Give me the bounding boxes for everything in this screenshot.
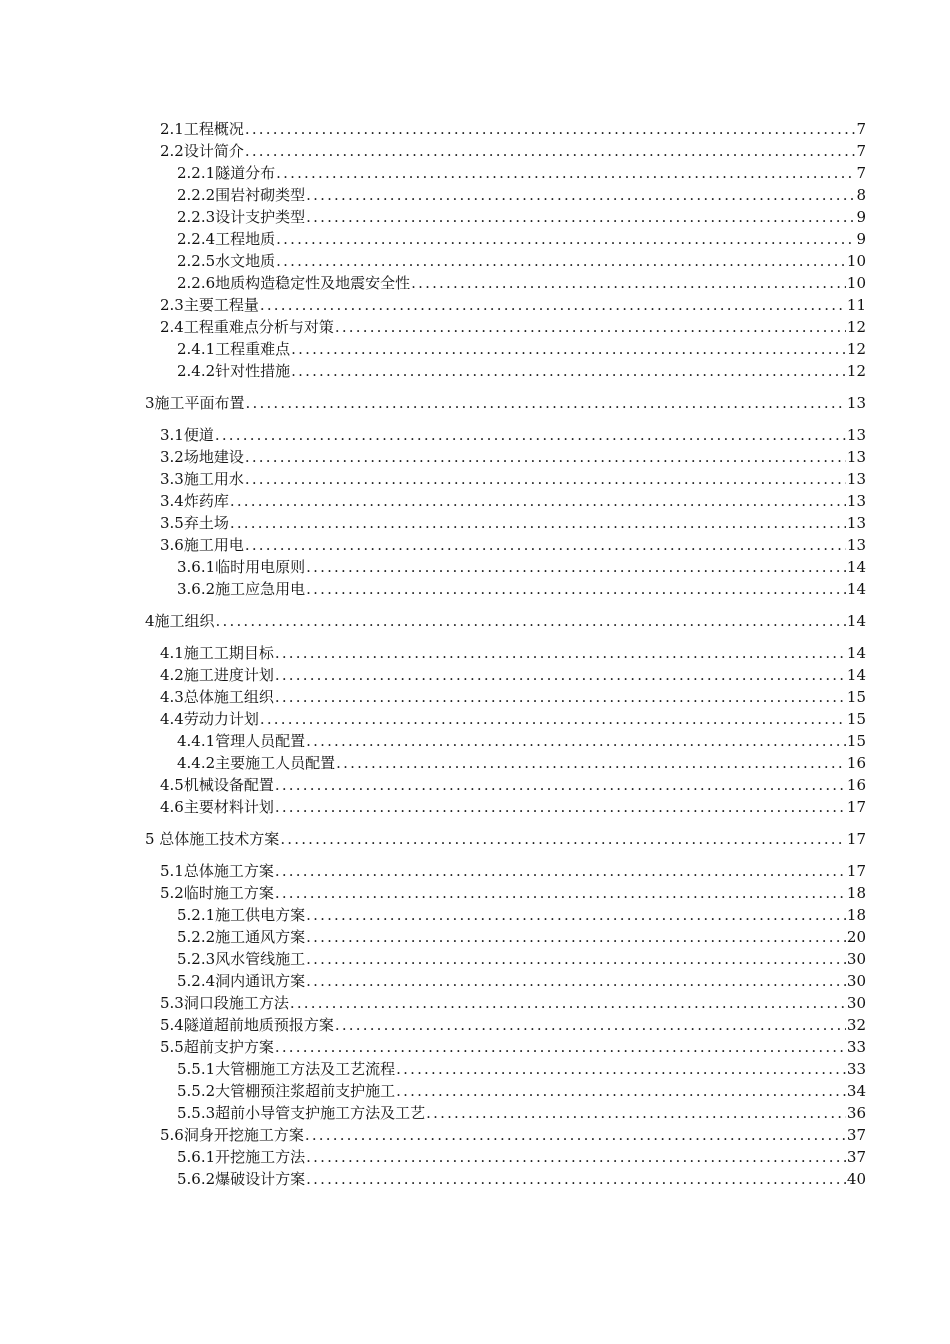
toc-entry[interactable] — [177, 904, 866, 926]
toc-leader-dots — [306, 578, 846, 600]
toc-entry[interactable] — [160, 992, 866, 1014]
toc-entry[interactable] — [177, 228, 866, 250]
toc-leader-dots — [306, 556, 846, 578]
toc-leader-dots — [306, 184, 855, 206]
toc-entry-title: 2.2.1隧道分布 — [177, 164, 276, 182]
toc-entry-title: 5.6.1开挖施工方法 — [177, 1148, 306, 1166]
toc-entry[interactable] — [177, 360, 866, 382]
toc-entry[interactable] — [177, 338, 866, 360]
toc-entry-title: 4.5机械设备配置 — [160, 776, 274, 794]
toc-entry[interactable] — [160, 118, 866, 140]
toc-entry-page: 9 — [856, 230, 866, 248]
toc-leader-dots — [215, 424, 846, 446]
toc-entry-title: 2.4.2针对性措施 — [177, 362, 291, 380]
toc-entry[interactable] — [160, 796, 866, 818]
toc-entry[interactable] — [160, 424, 866, 446]
toc-entry-page: 10 — [846, 252, 866, 270]
toc-entry-title: 2.2.3设计支护类型 — [177, 208, 306, 226]
toc-leader-dots — [275, 774, 846, 796]
toc-entry-page: 8 — [856, 186, 866, 204]
toc-entry[interactable] — [177, 1080, 866, 1102]
toc-entry-page: 14 — [846, 612, 866, 630]
toc-entry-title: 5.2.2施工通风方案 — [177, 928, 306, 946]
toc-leader-dots — [230, 512, 846, 534]
toc-entry-page: 37 — [846, 1148, 866, 1166]
toc-entry-title: 5.6.2爆破设计方案 — [177, 1170, 306, 1188]
toc-leader-dots — [275, 642, 846, 664]
toc-entry-title: 5.2.3风水管线施工 — [177, 950, 306, 968]
toc-entry-page: 33 — [846, 1038, 866, 1056]
toc-entry-title: 3.1便道 — [160, 426, 214, 444]
toc-entry-page: 15 — [846, 732, 866, 750]
toc-leader-dots — [246, 392, 846, 414]
toc-entry-page: 34 — [846, 1082, 866, 1100]
toc-entry-page: 13 — [846, 394, 866, 412]
toc-entry[interactable] — [177, 730, 866, 752]
toc-entry-title: 5.2.4洞内通讯方案 — [177, 972, 306, 990]
toc-entry-title: 5 总体施工技术方案 — [145, 830, 280, 848]
toc-entry-title: 2.4工程重难点分析与对策 — [160, 318, 334, 336]
toc-entry-title: 5.4隧道超前地质预报方案 — [160, 1016, 334, 1034]
toc-entry-page: 14 — [846, 558, 866, 576]
toc-entry-page: 13 — [846, 536, 866, 554]
toc-entry-title: 3.3施工用水 — [160, 470, 244, 488]
toc-leader-dots — [306, 730, 846, 752]
toc-leader-dots — [411, 272, 846, 294]
toc-entry-page: 9 — [856, 208, 866, 226]
toc-leader-dots — [276, 228, 855, 250]
toc-leader-dots — [291, 338, 846, 360]
toc-entry-title: 4.4.2主要施工人员配置 — [177, 754, 336, 772]
toc-entry[interactable] — [177, 206, 866, 228]
toc-entry-page: 30 — [846, 972, 866, 990]
toc-entry[interactable] — [160, 1014, 866, 1036]
toc-entry[interactable] — [160, 882, 866, 904]
toc-entry-page: 18 — [846, 884, 866, 902]
toc-entry[interactable] — [160, 140, 866, 162]
toc-leader-dots — [396, 1080, 846, 1102]
toc-entry-page: 10 — [846, 274, 866, 292]
toc-entry[interactable] — [177, 752, 866, 774]
toc-entry-title: 5.2临时施工方案 — [160, 884, 274, 902]
toc-entry[interactable] — [160, 512, 866, 534]
toc-entry[interactable] — [177, 556, 866, 578]
toc-entry[interactable] — [160, 774, 866, 796]
toc-entry[interactable] — [160, 468, 866, 490]
toc-entry-title: 5.2.1施工供电方案 — [177, 906, 306, 924]
toc-entry[interactable] — [160, 708, 866, 730]
toc-entry-page: 36 — [846, 1104, 866, 1122]
toc-entry-title: 5.5.2大管棚预注浆超前支护施工 — [177, 1082, 396, 1100]
toc-entry[interactable] — [160, 316, 866, 338]
toc-leader-dots — [245, 534, 846, 556]
toc-entry[interactable] — [177, 1058, 866, 1080]
toc-leader-dots — [335, 1014, 846, 1036]
toc-entry-title: 5.5超前支护方案 — [160, 1038, 274, 1056]
toc-entry-page: 33 — [846, 1060, 866, 1078]
toc-entry-title: 4.4.1管理人员配置 — [177, 732, 306, 750]
toc-entry-page: 17 — [846, 830, 866, 848]
toc-leader-dots — [306, 1146, 846, 1168]
toc-entry-title: 2.2.5水文地质 — [177, 252, 276, 270]
toc-leader-dots — [336, 752, 846, 774]
toc-entry-page: 12 — [846, 340, 866, 358]
toc-entry-page: 40 — [846, 1170, 866, 1188]
toc-entry-page: 18 — [846, 906, 866, 924]
toc-entry-title: 2.1工程概况 — [160, 120, 244, 138]
toc-entry-title: 5.3洞口段施工方法 — [160, 994, 289, 1012]
toc-entry-page: 17 — [846, 798, 866, 816]
toc-entry-title: 3施工平面布置 — [145, 394, 245, 412]
toc-leader-dots — [245, 468, 846, 490]
toc-leader-dots — [306, 1168, 846, 1190]
toc-entry-page: 14 — [846, 644, 866, 662]
toc-entry-title: 4.4劳动力计划 — [160, 710, 259, 728]
toc-entry-title: 5.6洞身开挖施工方案 — [160, 1126, 304, 1144]
toc-leader-dots — [276, 162, 855, 184]
toc-entry-page: 32 — [846, 1016, 866, 1034]
toc-leader-dots — [260, 708, 846, 730]
toc-entry-page: 13 — [846, 426, 866, 444]
toc-entry-page: 17 — [846, 862, 866, 880]
toc-entry-page: 13 — [846, 470, 866, 488]
toc-leader-dots — [276, 250, 846, 272]
toc-leader-dots — [275, 664, 846, 686]
toc-entry-page: 11 — [846, 296, 866, 314]
toc-entry-title: 2.2.6地质构造稳定性及地震安全性 — [177, 274, 411, 292]
toc-leader-dots — [245, 140, 856, 162]
toc-entry[interactable] — [177, 272, 866, 294]
toc-entry-page: 14 — [846, 580, 866, 598]
toc-leader-dots — [275, 686, 846, 708]
toc-entry-title: 2.3主要工程量 — [160, 296, 259, 314]
toc-entry[interactable] — [145, 392, 866, 414]
toc-leader-dots — [306, 206, 855, 228]
toc-entry[interactable] — [160, 294, 866, 316]
toc-entry[interactable] — [160, 860, 866, 882]
toc-entry[interactable] — [145, 828, 866, 850]
toc-leader-dots — [306, 970, 846, 992]
toc-leader-dots — [396, 1058, 846, 1080]
toc-entry-title: 5.5.3超前小导管支护施工方法及工艺 — [177, 1104, 426, 1122]
toc-entry[interactable] — [177, 250, 866, 272]
toc-entry[interactable] — [177, 970, 866, 992]
toc-leader-dots — [275, 796, 846, 818]
toc-entry-title: 4施工组织 — [145, 612, 215, 630]
toc-entry[interactable] — [177, 162, 866, 184]
toc-entry-title: 5.1总体施工方案 — [160, 862, 274, 880]
toc-leader-dots — [245, 446, 846, 468]
toc-leader-dots — [335, 316, 846, 338]
toc-entry-title: 3.6施工用电 — [160, 536, 244, 554]
toc-entry-page: 15 — [846, 688, 866, 706]
toc-entry[interactable] — [160, 664, 866, 686]
toc-entry-page: 16 — [846, 754, 866, 772]
toc-entry[interactable] — [177, 1146, 866, 1168]
toc-entry-title: 4.1施工工期目标 — [160, 644, 274, 662]
toc-entry-title: 5.5.1大管棚施工方法及工艺流程 — [177, 1060, 396, 1078]
toc-entry-title: 2.2设计简介 — [160, 142, 244, 160]
toc-entry-page: 20 — [846, 928, 866, 946]
toc-leader-dots — [306, 904, 846, 926]
toc-entry-title: 2.2.4工程地质 — [177, 230, 276, 248]
toc-leader-dots — [290, 992, 846, 1014]
toc-leader-dots — [260, 294, 846, 316]
toc-leader-dots — [291, 360, 846, 382]
toc-entry-page: 13 — [846, 514, 866, 532]
toc-entry-page: 7 — [856, 120, 866, 138]
toc-entry[interactable] — [160, 490, 866, 512]
toc-entry-page: 30 — [846, 994, 866, 1012]
toc-leader-dots — [245, 118, 856, 140]
toc-entry-title: 3.6.1临时用电原则 — [177, 558, 306, 576]
toc-entry[interactable] — [160, 642, 866, 664]
toc-entry-page: 13 — [846, 448, 866, 466]
toc-entry[interactable] — [177, 1102, 866, 1124]
toc-leader-dots — [306, 926, 846, 948]
toc-entry-page: 15 — [846, 710, 866, 728]
toc-entry-page: 16 — [846, 776, 866, 794]
toc-entry-page: 12 — [846, 318, 866, 336]
toc-leader-dots — [305, 1124, 846, 1146]
toc-leader-dots — [275, 882, 846, 904]
toc-entry-page: 37 — [846, 1126, 866, 1144]
toc-entry-title: 3.2场地建设 — [160, 448, 244, 466]
toc-entry[interactable] — [177, 1168, 866, 1190]
toc-leader-dots — [426, 1102, 846, 1124]
toc-entry-page: 12 — [846, 362, 866, 380]
toc-leader-dots — [216, 610, 846, 632]
toc-entry[interactable] — [177, 184, 866, 206]
toc-entry-page: 30 — [846, 950, 866, 968]
toc-entry[interactable] — [145, 610, 866, 632]
toc-entry[interactable] — [160, 534, 866, 556]
toc-entry[interactable] — [160, 686, 866, 708]
toc-entry[interactable] — [177, 578, 866, 600]
toc-leader-dots — [275, 1036, 846, 1058]
toc-leader-dots — [306, 948, 846, 970]
toc-entry[interactable] — [177, 948, 866, 970]
toc-entry[interactable] — [177, 926, 866, 948]
toc-leader-dots — [230, 490, 846, 512]
toc-leader-dots — [275, 860, 846, 882]
toc-entry-title: 4.3总体施工组织 — [160, 688, 274, 706]
toc-entry-title: 2.4.1工程重难点 — [177, 340, 291, 358]
toc-entry-title: 2.2.2围岩衬砌类型 — [177, 186, 306, 204]
toc-entry[interactable] — [160, 446, 866, 468]
toc-entry-title: 3.4炸药库 — [160, 492, 229, 510]
toc-entry-title: 3.5弃土场 — [160, 514, 229, 532]
toc-leader-dots — [280, 828, 846, 850]
toc-entry-title: 4.6主要材料计划 — [160, 798, 274, 816]
toc-entry-page: 7 — [856, 142, 866, 160]
toc-entry-title: 4.2施工进度计划 — [160, 666, 274, 684]
toc-entry-page: 13 — [846, 492, 866, 510]
toc-entry[interactable] — [160, 1124, 866, 1146]
toc-entry[interactable] — [160, 1036, 866, 1058]
toc-entry-page: 14 — [846, 666, 866, 684]
toc-entry-page: 7 — [856, 164, 866, 182]
toc-entry-title: 3.6.2施工应急用电 — [177, 580, 306, 598]
